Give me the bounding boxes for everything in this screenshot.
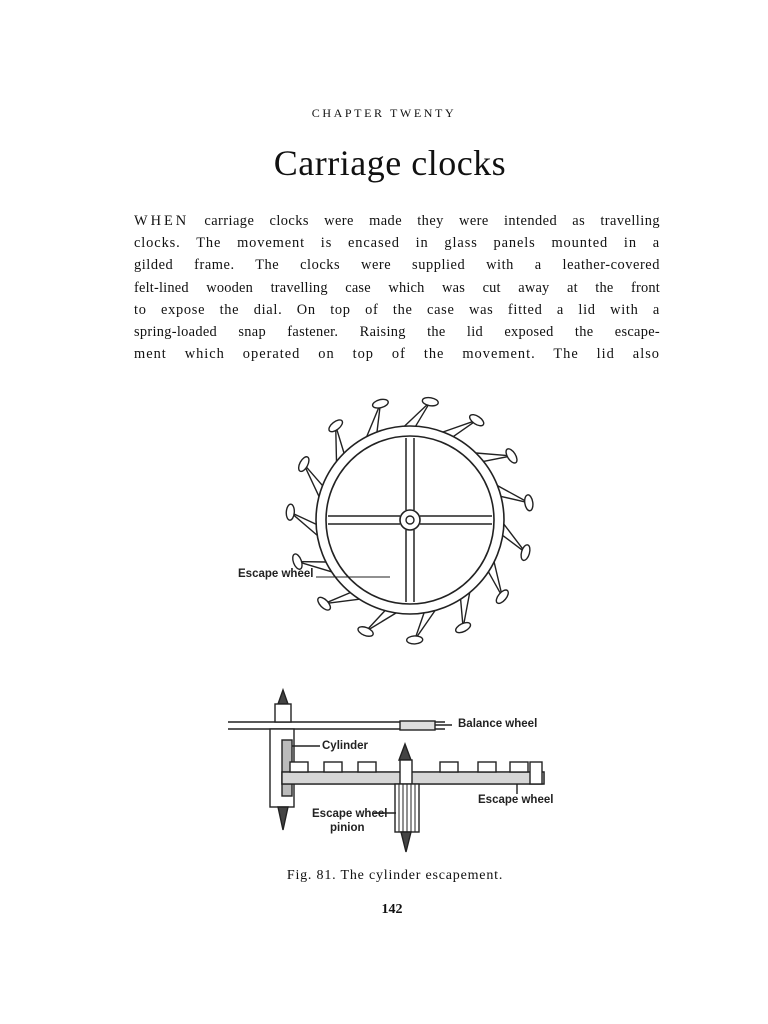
escape-wheel-pinion-label: Escape wheel [312, 808, 388, 820]
escape-wheel-tooth-tip [454, 620, 472, 634]
page-number: 142 [381, 902, 403, 917]
cylinder-escapement-illustration [220, 680, 580, 860]
escape-wheel-tooth [324, 593, 359, 604]
escape-wheel-tooth-tip [422, 396, 439, 407]
escape-wheel-tooth-tip [494, 588, 510, 605]
escape-wheel-tooth-tip [316, 595, 333, 612]
escape-wheel-tooth-tip [286, 504, 295, 520]
paragraph-line: spring-loaded snap fastener. Raising the lid exposed the escape- [134, 324, 660, 341]
escape-wheel-tooth-tip [357, 625, 375, 638]
pinion-bottom-pivot [401, 832, 411, 852]
paragraph-line-text: carriage clocks were made they were intended as travelling [189, 213, 660, 229]
escape-wheel-pinion-label-2: pinion [330, 822, 365, 834]
cylinder-bottom-pivot [278, 807, 288, 830]
escape-wheel-bottom-label: Escape wheel [478, 794, 554, 806]
escape-wheel-tooth [336, 426, 344, 462]
escape-wheel-tooth [366, 611, 396, 632]
pinion-top-pivot [399, 744, 411, 760]
cylinder-top-collet [275, 704, 291, 722]
escape-wheel-tooth-tip [372, 398, 389, 410]
escape-wheel-tooth-tip [407, 636, 423, 645]
escape-wheel-tooth-tip [524, 494, 534, 511]
paragraph-line: ment which operated on top of the movement. The lid also [134, 346, 660, 363]
escape-wheel-label: Escape wheel [238, 568, 314, 580]
escape-wheel-illustration [220, 390, 560, 650]
chapter-label: CHAPTER TWENTY [311, 106, 457, 120]
chapter-title: Carriage clocks [273, 143, 507, 183]
escape-wheel-arbor [406, 516, 414, 524]
cylinder-label: Cylinder [322, 740, 369, 752]
paragraph-line [134, 210, 660, 232]
paragraph-line: gilded frame. The clocks were supplied with a leather-covered [134, 257, 660, 274]
paragraph-line: felt-lined wooden travelling case which was cut away at the front [134, 279, 660, 296]
paragraph-line: to expose the dial. On top of the case was fitted a lid with a [134, 301, 660, 318]
balance-wheel-label: Balance wheel [458, 718, 538, 730]
escape-wheel-tooth-tip [468, 412, 486, 428]
dropcap-word: WHEN [134, 213, 190, 229]
body-paragraph [134, 210, 660, 365]
paragraph-line: clocks. The movement is encased in glass panels mounted in a [134, 235, 660, 252]
escape-wheel-tooth [503, 524, 526, 552]
figure-caption: Fig. 81. The cylinder escapement. [286, 868, 504, 883]
cylinder-top-pivot [278, 690, 288, 704]
balance-wheel-rim [400, 721, 435, 730]
